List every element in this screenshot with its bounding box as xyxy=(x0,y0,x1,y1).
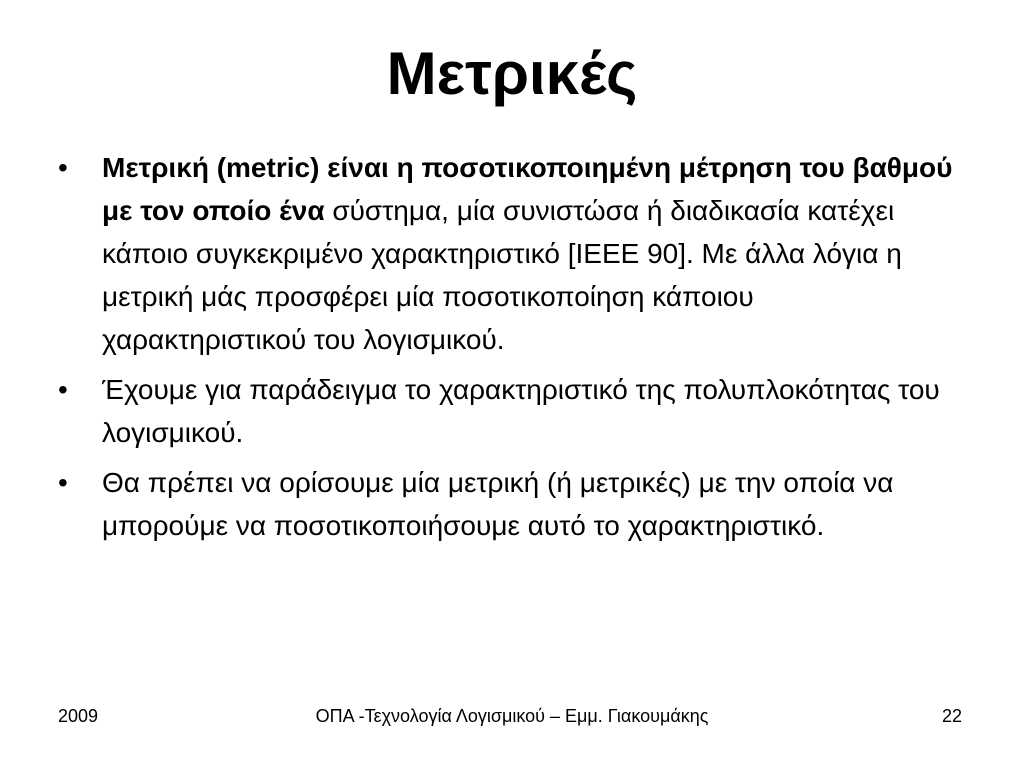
bullet-dot: • xyxy=(58,374,68,405)
bullet-item xyxy=(58,146,958,361)
footer-page-number: 22 xyxy=(941,706,962,726)
bullet-dot: • xyxy=(58,152,68,183)
bullet-text: σύστημα, μία συνιστώσα ή διαδικασία κατέχει κάποιο συγκεκριμένο χαρακτηριστικό [IEEE 90]. Με άλλα λόγια η μετρική μάς προσφέρει μία ποσοτικοποίηση κάποιου χαρακτηριστικού του λογισμικού. xyxy=(102,195,902,355)
bullet-item xyxy=(58,461,958,547)
bullet-list xyxy=(58,146,958,554)
footer-year: 2009 xyxy=(58,706,99,726)
bullet-bold-text: Μετρική (metric) είναι η ποσοτικοποιημένη μέτρηση του βαθμού με τον οποίο ένα xyxy=(102,152,953,226)
bullet-item xyxy=(58,368,958,454)
bullet-text: Έχουμε για παράδειγμα το χαρακτηριστικό της πολυπλοκότητας του λογισμικού. xyxy=(102,374,940,448)
bullet-text: Θα πρέπει να ορίσουμε μία μετρική (ή μετρικές) με την οποία να μπορούμε να ποσοτικοποιήσουμε αυτό το χαρακτηριστικό. xyxy=(102,467,894,541)
bullet-dot: • xyxy=(58,467,68,498)
footer-course: ΟΠΑ -Τεχνολογία Λογισμικού – Εμμ. Γιακουμάκης xyxy=(315,706,709,726)
slide-title: Μετρικές xyxy=(386,40,638,107)
